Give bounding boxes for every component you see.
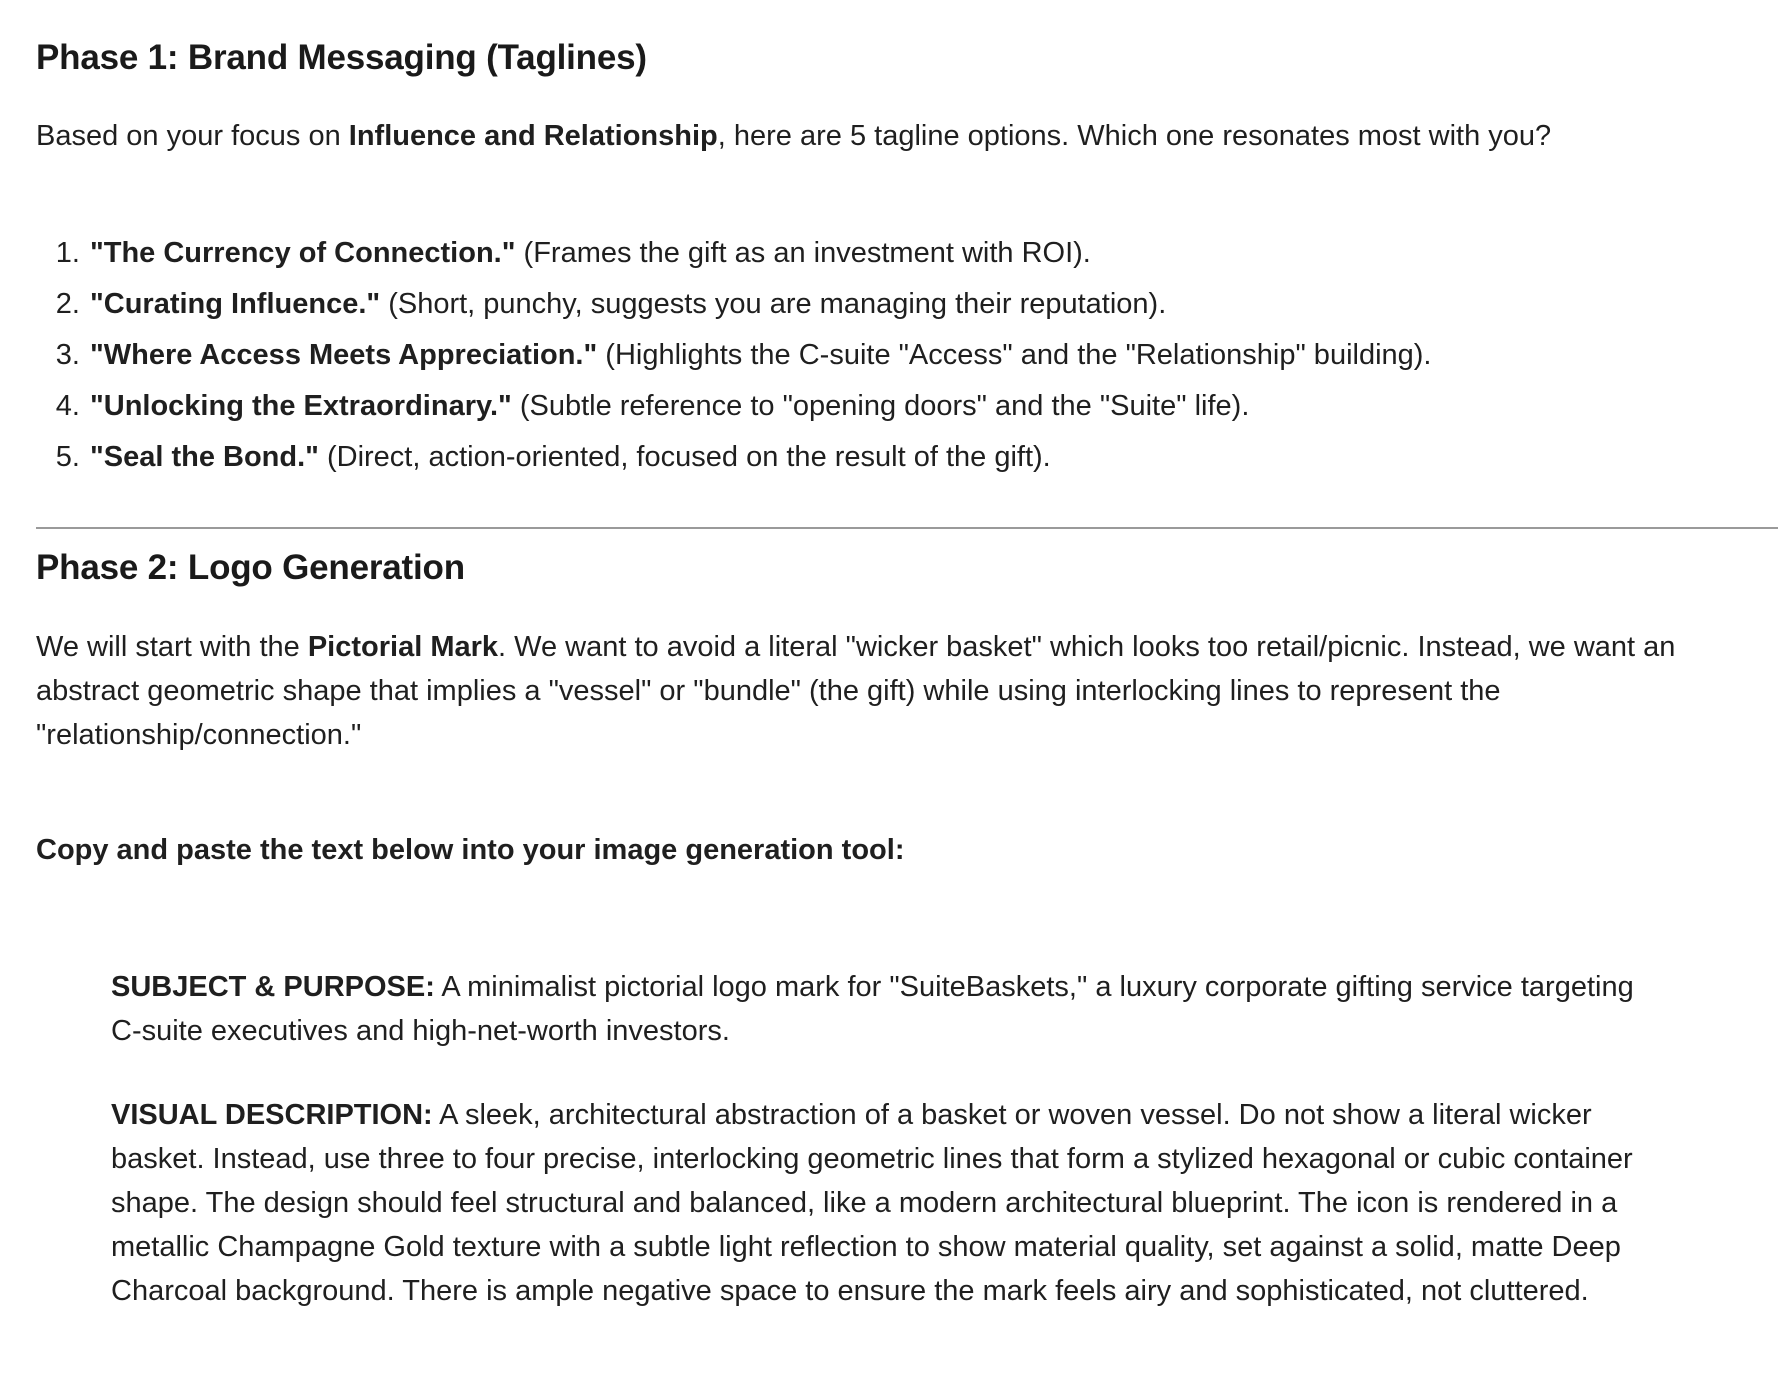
tagline-note: (Direct, action-oriented, focused on the result of the gift).	[318, 441, 1051, 473]
phase1-intro-text-end: , here are 5 tagline options. Which one resonates most with you?	[717, 120, 1552, 152]
tagline-note: (Highlights the C-suite "Access" and the "Relationship" building).	[597, 339, 1432, 371]
tagline-item-1	[88, 228, 1432, 279]
copy-instruction: Copy and paste the text below into your image generation tool:	[36, 834, 905, 866]
phase2-intro-text-start: We will start with the	[36, 631, 308, 663]
tagline-text: "The Currency of Connection."	[90, 237, 516, 269]
tagline-note: (Frames the gift as an investment with ROI).	[515, 237, 1091, 269]
prompt-subject-label: SUBJECT & PURPOSE:	[111, 971, 435, 1003]
phase2-heading: Phase 2: Logo Generation	[36, 548, 465, 587]
phase1-intro-text-start: Based on your focus on	[36, 120, 349, 152]
tagline-item-2	[88, 279, 1432, 330]
section-divider	[36, 527, 1778, 529]
phase2-intro-emphasis: Pictorial Mark	[307, 631, 499, 663]
tagline-item-4	[88, 381, 1432, 432]
tagline-note: (Short, punchy, suggests you are managing their reputation).	[380, 288, 1167, 320]
phase1-intro-emphasis: Influence and Relationship	[348, 120, 718, 152]
phase2-intro-text-end: . We want to avoid a literal "wicker basket" which looks too retail/picnic. Instead, we want an abstract geometric shape that implies a "vessel" or "bundle" (the gift) while using interlocking lines to represent the "relationship/connection."	[36, 631, 1676, 751]
prompt-subject-paragraph	[111, 965, 1671, 1053]
phase2-intro-paragraph	[36, 625, 1756, 757]
tagline-text: "Unlocking the Extraordinary."	[90, 390, 512, 422]
tagline-list	[36, 228, 1432, 483]
tagline-text: "Seal the Bond."	[90, 441, 319, 473]
prompt-subject-text: A minimalist pictorial logo mark for "SuiteBaskets," a luxury corporate gifting service targeting C-suite executives and high-net-worth investors.	[111, 971, 1634, 1047]
prompt-visual-text: A sleek, architectural abstraction of a basket or woven vessel. Do not show a literal wicker basket. Instead, use three to four precise, interlocking geometric lines that form a stylized hexagonal or cubic container shape. The design should feel structural and balanced, like a modern architectural blueprint. The icon is rendered in a metallic Champagne Gold texture with a subtle light reflection to show material quality, set against a solid, matte Deep Charcoal background. There is ample negative space to ensure the mark feels airy and sophisticated, not cluttered.	[111, 1099, 1633, 1307]
tagline-text: "Curating Influence."	[90, 288, 381, 320]
prompt-visual-paragraph	[111, 1093, 1671, 1313]
tagline-item-3	[88, 330, 1432, 381]
phase1-heading: Phase 1: Brand Messaging (Taglines)	[36, 38, 647, 77]
tagline-item-5	[88, 432, 1432, 483]
phase1-intro-paragraph	[36, 116, 1551, 156]
tagline-note: (Subtle reference to "opening doors" and the "Suite" life).	[511, 390, 1250, 422]
prompt-blockquote	[111, 965, 1671, 1353]
tagline-text: "Where Access Meets Appreciation."	[90, 339, 598, 371]
prompt-visual-label: VISUAL DESCRIPTION:	[111, 1099, 433, 1131]
